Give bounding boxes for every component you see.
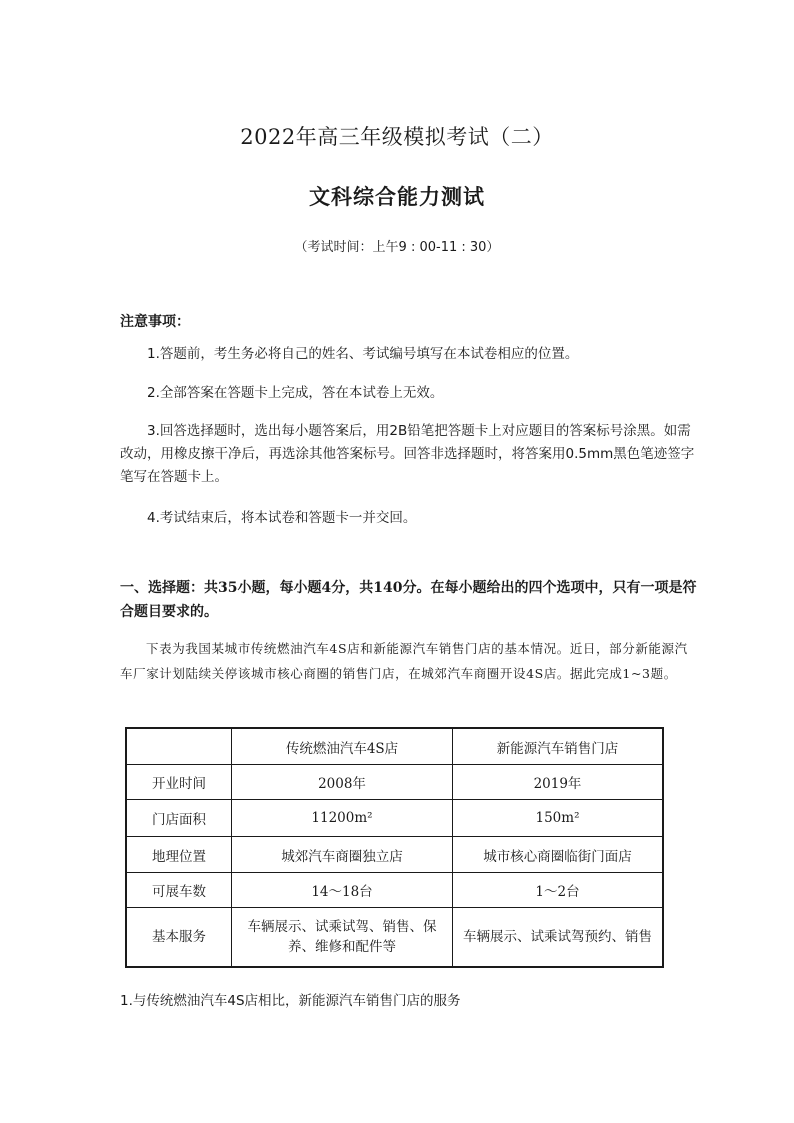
table-row	[126, 873, 663, 908]
table-row-label: 门店面积	[126, 800, 232, 837]
exam-subtitle: 文科综合能力测试	[309, 184, 485, 209]
exam-time: （考试时间：上午9 : 00-11 : 30）	[294, 240, 500, 255]
reading-passage: 下表为我国某城市传统燃油汽车4S店和新能源汽车销售门店的基本情况。近日，部分新能源汽车厂家计划陆续关停该城市核心商圈的销售门店，在城郊汽车商圈开设4S店。据此完成1~3题。	[120, 641, 688, 681]
exam-title: 2022年高三年级模拟考试（二）	[240, 125, 554, 149]
table-row-label: 基本服务	[126, 908, 232, 968]
table-row	[126, 765, 663, 800]
comparison-table	[125, 727, 664, 968]
table-header-cell: 新能源汽车销售门店	[453, 728, 664, 765]
table-row	[126, 837, 663, 873]
table-row-label: 地理位置	[126, 837, 232, 873]
table-cell: 2019年	[453, 765, 664, 800]
notice-heading: 注意事项：	[120, 314, 190, 330]
table-cell: 车辆展示、试乘试驾、销售、保养、维修和配件等	[232, 908, 453, 968]
table-row	[126, 908, 663, 968]
table-cell: 1～2台	[453, 873, 664, 908]
section-heading: 一、选择题：共35小题，每小题4分，共140分。在每小题给出的四个选项中，只有一项是符合题目要求的。	[120, 580, 697, 620]
notice-item-1: 1.答题前，考生务必将自己的姓名、考试编号填写在本试卷相应的位置。	[147, 346, 579, 362]
table-header-cell	[126, 728, 232, 765]
table-header-row	[126, 728, 663, 765]
table-row	[126, 800, 663, 837]
notice-item-2: 2.全部答案在答题卡上完成，答在本试卷上无效。	[147, 385, 444, 401]
table-header-cell: 传统燃油汽车4S店	[232, 728, 453, 765]
table-cell: 14～18台	[232, 873, 453, 908]
table-cell: 150m²	[453, 800, 664, 837]
table-cell: 城郊汽车商圈独立店	[232, 837, 453, 873]
table-row-label: 可展车数	[126, 873, 232, 908]
table-cell: 2008年	[232, 765, 453, 800]
table-row-label: 开业时间	[126, 765, 232, 800]
question-1: 1.与传统燃油汽车4S店相比，新能源汽车销售门店的服务	[120, 993, 461, 1009]
table-cell: 11200m²	[232, 800, 453, 837]
table-cell: 城市核心商圈临街门面店	[453, 837, 664, 873]
notice-item-3: 3.回答选择题时，选出每小题答案后，用2B铅笔把答题卡上对应题目的答案标号涂黑。如需改动，用橡皮擦干净后，再选涂其他答案标号。回答非选择题时，将答案用0.5mm黑色笔迹签字笔写在答题卡上。	[120, 423, 695, 485]
notice-item-4: 4.考试结束后，将本试卷和答题卡一并交回。	[147, 510, 417, 526]
table-cell: 车辆展示、试乘试驾预约、销售	[453, 908, 664, 968]
